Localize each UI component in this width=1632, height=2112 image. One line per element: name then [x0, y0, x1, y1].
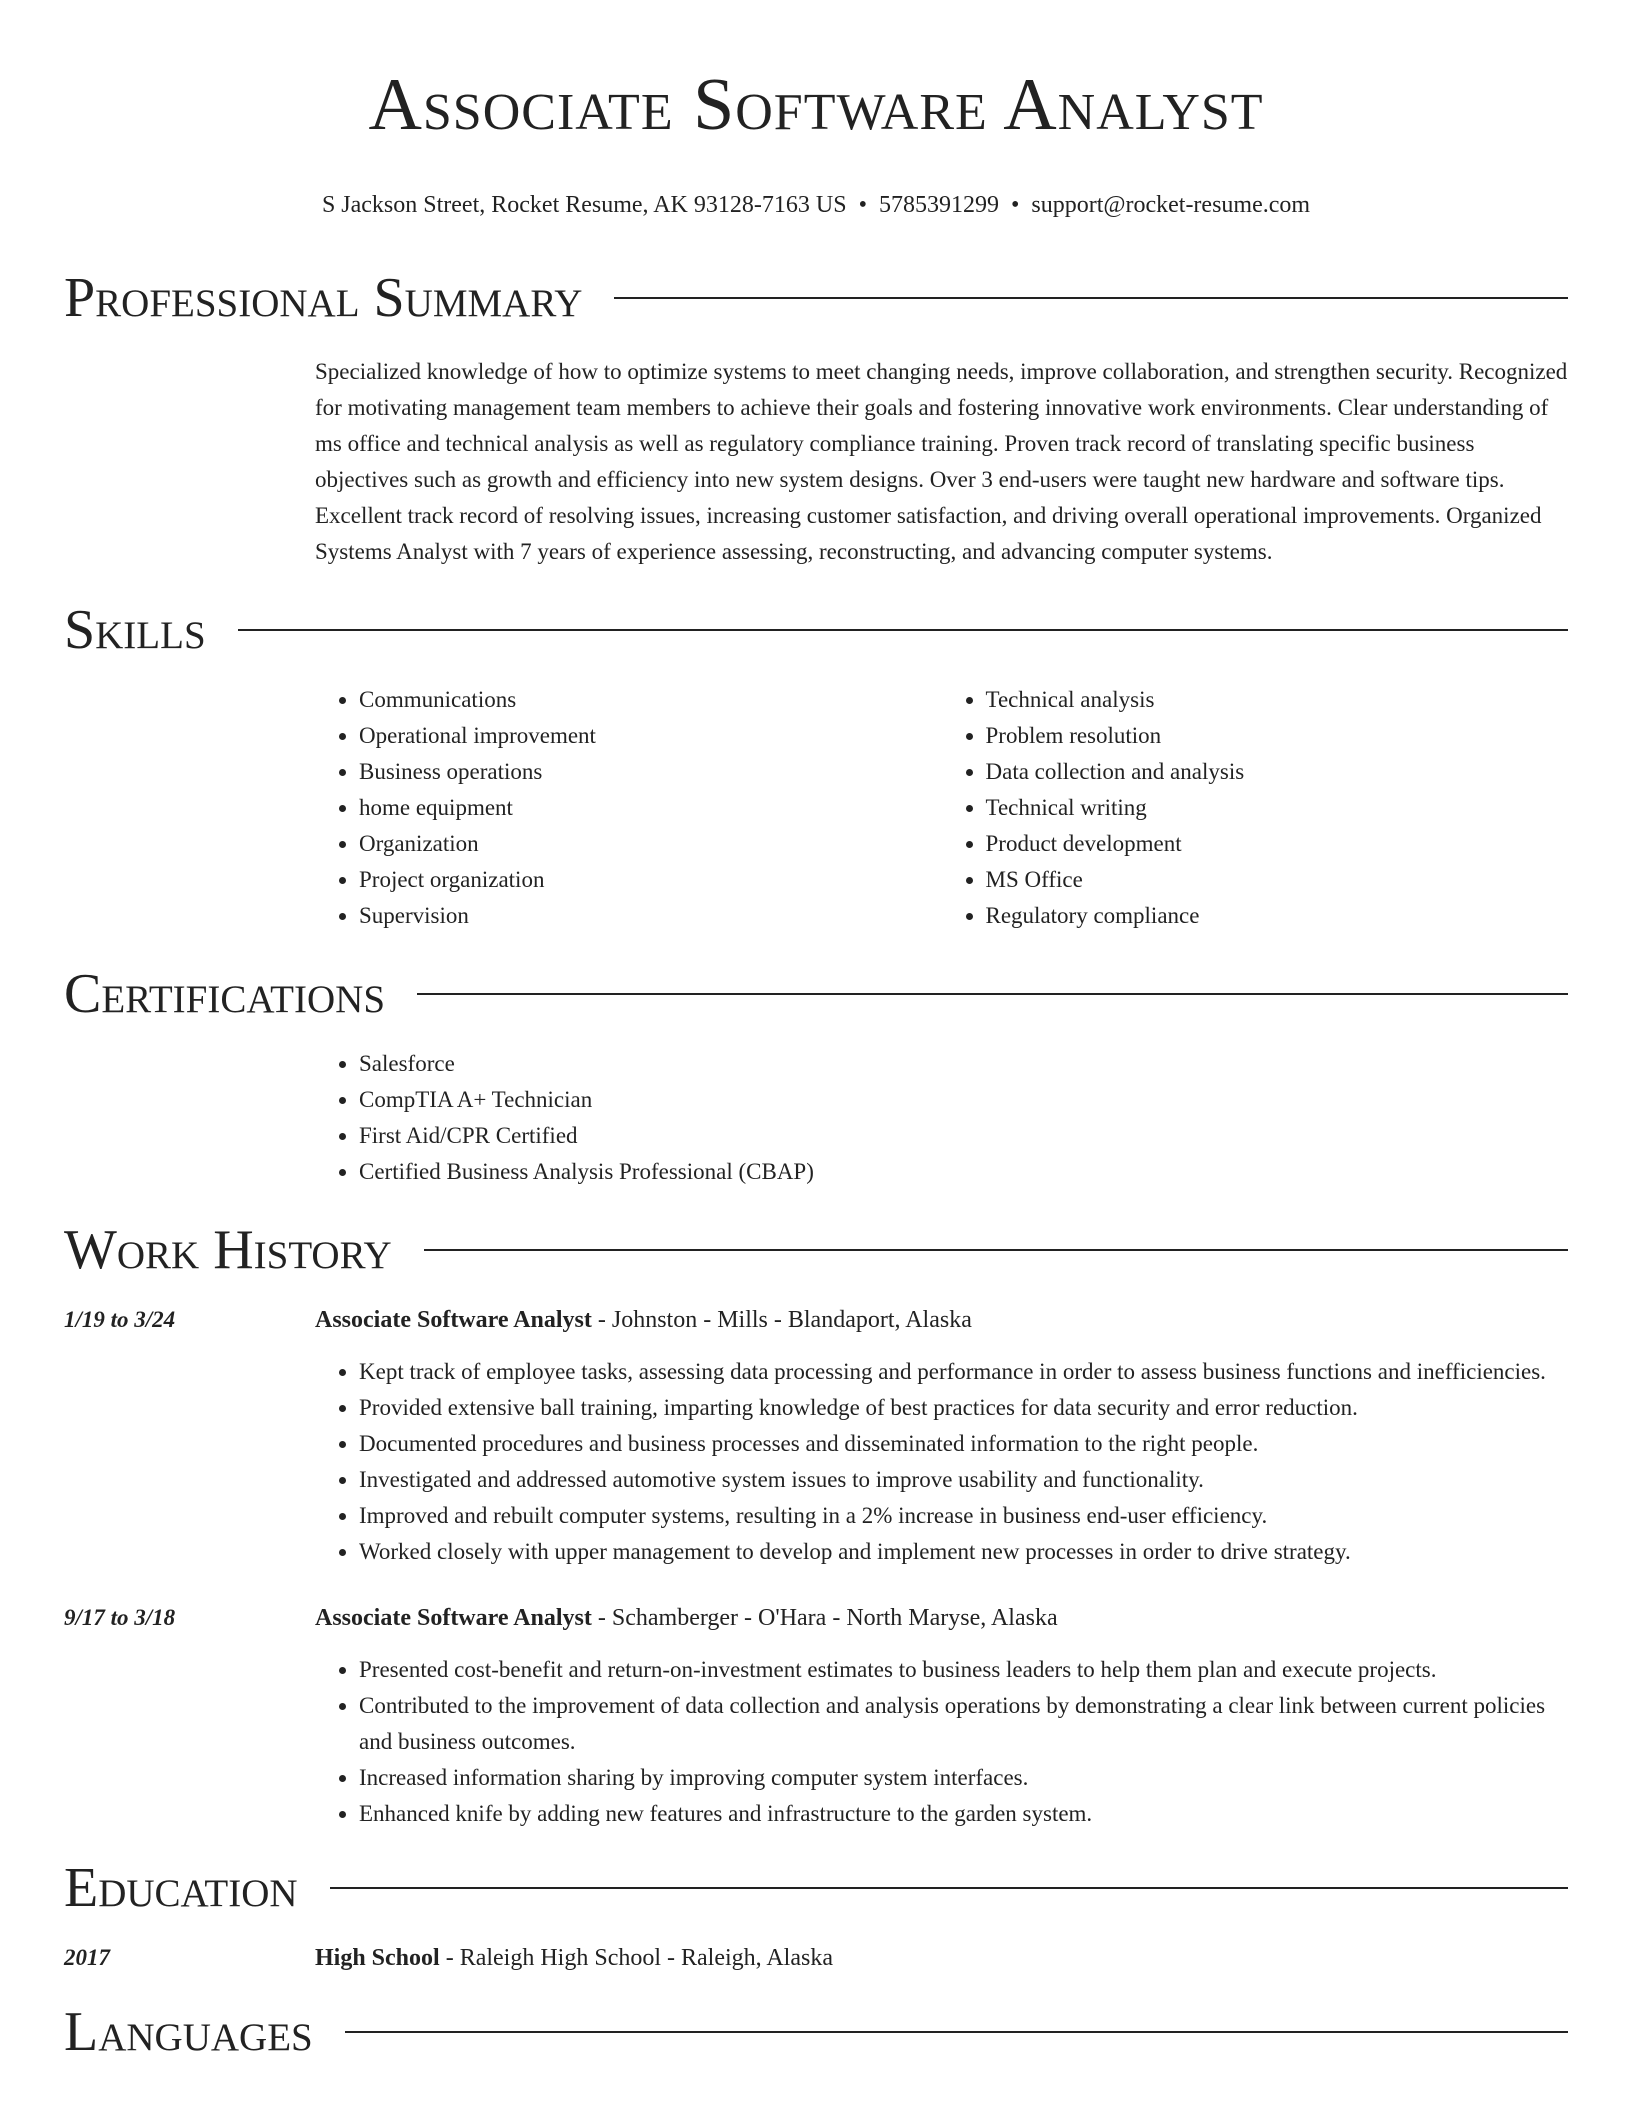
list-item: • Improved and rebuilt computer systems, resulting in a 2% increase in business end-user efficiency.	[359, 1498, 1568, 1534]
list-item: • Regulatory compliance	[986, 898, 1569, 934]
work-section-header	[64, 1218, 1568, 1282]
contact-line	[64, 190, 1568, 220]
summary-text: Specialized knowledge of how to optimize systems to meet changing needs, improve collaboration, and strengthen security. Recognized for motivating management team members to achieve their goals and fostering innovative work environments. Clear understanding of ms office and technical analysis as well as regulatory compliance training. Proven track record of translating specific business objectives such as growth and efficiency into new system designs. Over 3 end-users were taught new hardware and software tips. Excellent track record of resolving issues, increasing customer satisfaction, and driving overall operational improvements. Organized Systems Analyst with 7 years of experience assessing, reconstructing, and advancing computer systems.	[315, 359, 1568, 564]
degree: High School	[315, 1945, 440, 1971]
list-item: • Problem resolution	[986, 718, 1569, 754]
list-item: • First Aid/CPR Certified	[359, 1118, 1568, 1154]
list-item: • Documented procedures and business processes and disseminated information to the right people.	[359, 1426, 1568, 1462]
list-item: • Contributed to the improvement of data collection and analysis operations by demonstrating a clear link between current policies and business outcomes.	[359, 1688, 1568, 1760]
education-entry	[64, 1940, 1568, 1976]
skills-list	[315, 682, 1568, 934]
list-item: • Presented cost-benefit and return-on-investment estimates to business leaders to help them plan and execute projects.	[359, 1652, 1568, 1688]
list-item: • Technical analysis	[986, 682, 1569, 718]
list-item: • Communications	[359, 682, 942, 718]
skills-section-header	[64, 598, 1568, 662]
list-item: • Salesforce	[359, 1046, 1568, 1082]
section-divider	[417, 993, 1568, 995]
education-line	[315, 1940, 1568, 1976]
certifications-list	[315, 1046, 1568, 1190]
skills-column-left	[315, 682, 942, 934]
job-employer: - Johnston - Mills - Blandaport, Alaska	[591, 1307, 972, 1333]
list-item: • Enhanced knife by adding new features and infrastructure to the garden system.	[359, 1796, 1568, 1832]
list-item: • Supervision	[359, 898, 942, 934]
job-dates: 9/17 to 3/18	[64, 1605, 176, 1630]
section-title: Certifications	[64, 963, 386, 1025]
list-item: • Product development	[986, 826, 1569, 862]
school: - Raleigh High School - Raleigh, Alaska	[439, 1945, 833, 1971]
education-section-header	[64, 1856, 1568, 1920]
list-item: • Increased information sharing by improving computer system interfaces.	[359, 1760, 1568, 1796]
separator: •	[1010, 192, 1020, 218]
job-title-line	[315, 1600, 1568, 1636]
job-entry	[64, 1600, 1568, 1832]
list-item: • Data collection and analysis	[986, 754, 1569, 790]
list-item: • Project organization	[359, 862, 942, 898]
list-item: • MS Office	[986, 862, 1569, 898]
section-divider	[424, 1249, 1568, 1251]
section-title: Skills	[64, 599, 206, 661]
languages-section-header	[64, 2000, 1568, 2064]
separator: •	[858, 192, 867, 218]
list-item: • Provided extensive ball training, imparting knowledge of best practices for data security and error reduction.	[359, 1390, 1568, 1426]
list-item: • Worked closely with upper management to develop and implement new processes in order to drive strategy.	[359, 1534, 1568, 1570]
address: S Jackson Street, Rocket Resume, AK 93128-7163 US	[321, 192, 847, 218]
list-item: • Business operations	[359, 754, 942, 790]
job-bullets	[315, 1354, 1568, 1570]
section-divider	[238, 629, 1568, 631]
job-bullets	[315, 1652, 1568, 1832]
education-dates: 2017	[64, 1945, 110, 1970]
section-title: Professional Summary	[64, 267, 583, 329]
list-item: • CompTIA A+ Technician	[359, 1082, 1568, 1118]
summary-section-header	[64, 266, 1568, 330]
list-item: • Organization	[359, 826, 942, 862]
section-divider	[614, 297, 1568, 299]
section-divider	[345, 2031, 1568, 2033]
candidate-name: Associate Software Analyst	[368, 64, 1264, 146]
phone[interactable]: 5785391299	[878, 192, 999, 218]
job-title: Associate Software Analyst	[315, 1605, 592, 1631]
job-title: Associate Software Analyst	[315, 1307, 592, 1333]
list-item: • Operational improvement	[359, 718, 942, 754]
section-divider	[330, 1887, 1568, 1889]
certifications-section-header	[64, 962, 1568, 1026]
section-title: Education	[64, 1857, 298, 1919]
section-title: Languages	[64, 2001, 313, 2063]
list-item: • Technical writing	[986, 790, 1569, 826]
job-title-line	[315, 1302, 1568, 1338]
list-item: • Kept track of employee tasks, assessing data processing and performance in order to assess business functions and inefficiencies.	[359, 1354, 1568, 1390]
list-item: • Investigated and addressed automotive system issues to improve usability and functionality.	[359, 1462, 1568, 1498]
section-title: Work History	[64, 1219, 392, 1281]
email[interactable]: support@rocket-resume.com	[1031, 192, 1311, 218]
job-employer: - Schamberger - O'Hara - North Maryse, Alaska	[591, 1605, 1058, 1631]
job-entry	[64, 1302, 1568, 1570]
skills-column-right	[942, 682, 1569, 934]
job-dates: 1/19 to 3/24	[64, 1307, 176, 1332]
list-item: • Certified Business Analysis Professional (CBAP)	[359, 1154, 1568, 1190]
list-item: • home equipment	[359, 790, 942, 826]
